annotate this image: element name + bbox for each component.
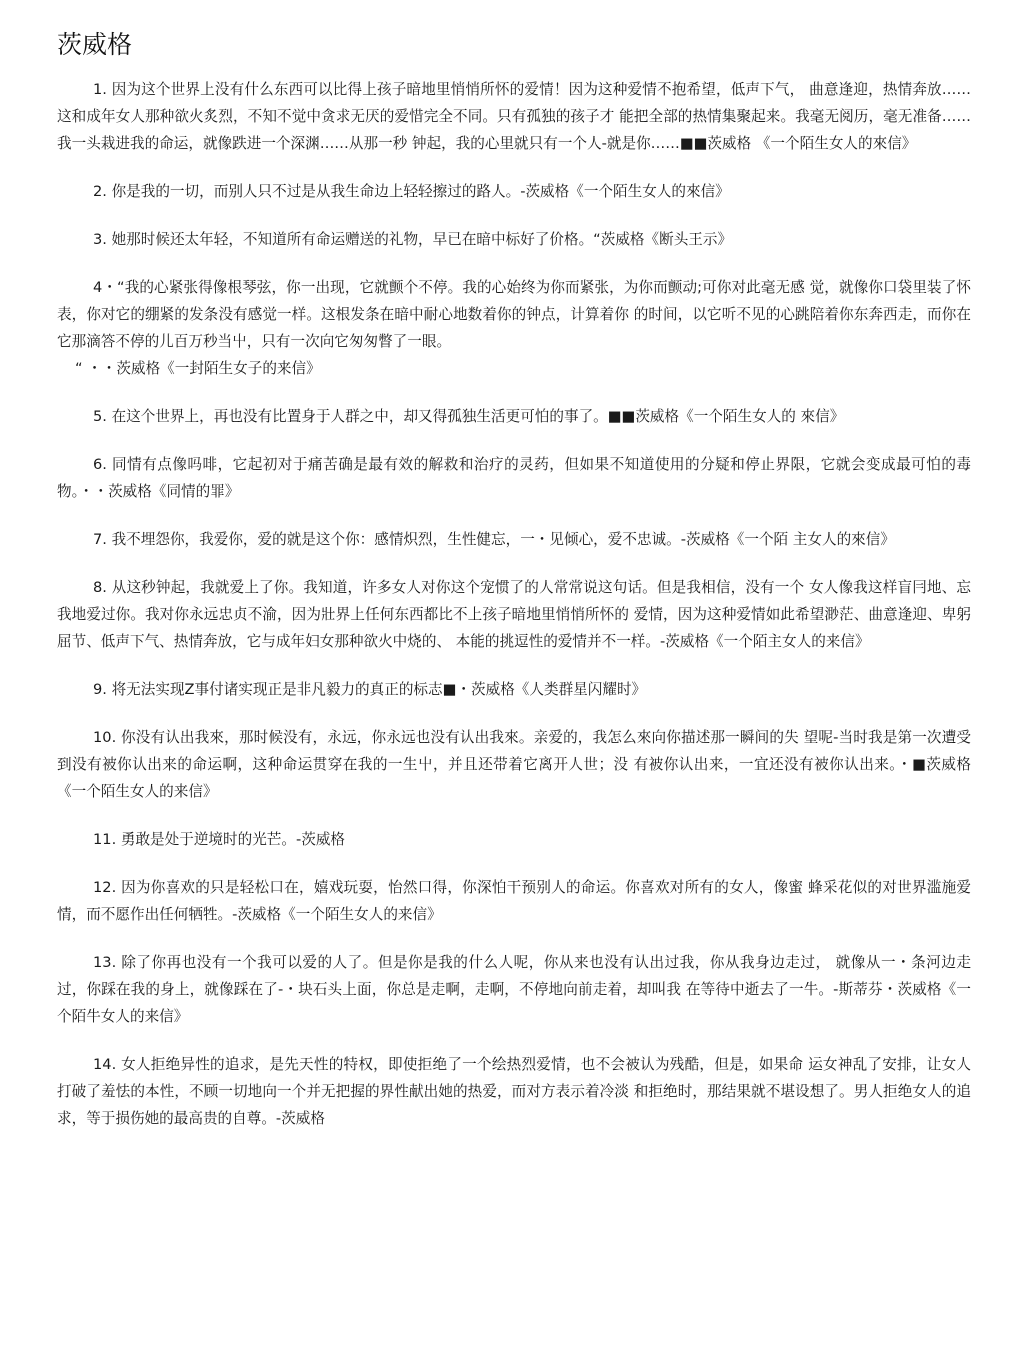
quote-8: 8. 从这秒钟起，我就爱上了你。我知道，许多女人对你这个宠惯了的人常常说这句话。但是我相信，没有一个 女人像我这样盲冃地、忘我地爱过你。我对你永远忠贞不渝，因为壯界上任何东西都比不上孩子暗地里悄悄所怀的 爱情，因为这种爱情如此希望渺茫、曲意逢迎、卑躬屈节、低声下气、热情奔放，它与成年妇女那种欲火中烧的、 本能的挑逗性的爱情并不一样。-茨威格《一个陌主女人的来信》: [57, 579, 971, 650]
quote-4: 4・“我的心紧张得像根琴弦，你一出现，它就颤个不停。我的心始终为你而紧张，为你而颤动;可你对此毫无感 觉，就像你口袋里装了怀表，你对它的绷紧的发条没有感觉一样。这根发条在暗中耐心地数着你的钟点，计算着你 的时间，以它听不见的心跳陪着你东奔西走，而你在它那滴答不停的儿百万秒当屮，只有一次向它匆匆瞥了一眼。: [57, 279, 971, 350]
quote-14: 14. 女人拒绝异性的追求，是先天性的特权，即使拒绝了一个绘热烈爱情，也不会被认为残酷，但是，如果命 运女神乱了安排，让女人打破了羞怯的本性，不顾一切地向一个并无把握的界性献出她的热爱，而对方表示着冷淡 和拒绝时，那结果就不堪设想了。男人拒绝女人的追求，等于损伤她的最高贵的自尊。-茨威格: [57, 1056, 971, 1127]
quote-3: 3. 她那时候还太年轻，不知道所有命运赠送的礼物，早已在暗中标好了价格。“茨威格《断头王示》: [93, 231, 733, 248]
quote-10: 10. 你没有认出我來，那时候没有，永远，你永远也没有认出我來。亲爱的，我怎么來向你描述那一瞬间的失 望呢-当时我是第一次遭受到没有被你认出来的命运啊，这种命运贯穿在我的一生屮，并且还带着它离开人世；没 有被你认出来，一宜还没有被你认出来。・■茨威格《一个陌生女人的来信》: [57, 729, 971, 800]
quote-4-attribution: “ ・・茨威格《一封陌生女子的来信》: [75, 360, 321, 377]
quote-12: 12. 因为你喜欢的只是轻松口在，嬉戏玩耍，怡然口得，你深怕干预别人的命运。你喜欢对所有的女人，像蜜 蜂采花似的对世界滥施爱情，而不愿作出任何牺牲。-茨威格《一个陌生女人的来信》: [57, 879, 971, 923]
quote-11: 11. 勇敢是处于逆境时的光芒。-茨威格: [93, 831, 346, 848]
quote-2: 2. 你是我的一切，而别人只不过是从我生命边上轻轻擦过的路人。-茨威格《一个陌生女人的來信》: [93, 183, 730, 200]
document-title: 茨威格: [57, 30, 133, 59]
quote-9: 9. 将无法实现Z事付诸实现正是非凡毅力的真正的标志■・茨威格《人类群星闪耀时》: [93, 681, 647, 698]
quote-13: 13. 除了你再也没有一个我可以爱的人了。但是你是我的什么人呢，你从来也没有认出过我，你从我身边走过， 就像从一・条河边走过，你踩在我的身上，就像踩在了-・块石头上面，你总是走啊，走啊，不停地向前走着，却叫我 在等待中逝去了一牛。-斯蒂芬・茨威格《一个陌牛女人的来信》: [57, 954, 971, 1025]
quote-6: 6. 同情有点像吗啡，它起初对于痛苦确是最有效的解救和治疗的灵药，但如果不知道使用的分疑和停止界限，它就会变成最可怕的毒物。・・茨威格《同情的罪》: [57, 456, 971, 500]
quote-7: 7. 我不埋怨你，我爱你，爱的就是这个你：感情炽烈，生性健忘，一・见倾心，爱不忠诚。-茨威格《一个陌 主女人的來信》: [93, 531, 895, 548]
quote-list: [57, 76, 971, 1153]
quote-1: 1. 因为这个世界上没有什么东西可以比得上孩子暗地里悄悄所怀的爱情！因为这种爱情不抱希望，低声下气， 曲意逢迎，热情奔放……这和成年女人那种欲火炙烈，不知不觉中贪求无厌的爱惜完全不同。只有孤独的孩子才 能把全部的热情集聚起来。我毫无阅历，毫无准备……我一头栽进我的命运，就像跌进一个深渊……从那一秒 钟起，我的心里就只有一个人-就是你……■■茨威格 《一个陌生女人的來信》: [57, 81, 971, 152]
quote-5: 5. 在这个世界上，再也没有比置身于人群之中，却又得孤独生活更可怕的事了。■■茨威格《一个陌生女人的 來信》: [93, 408, 845, 425]
